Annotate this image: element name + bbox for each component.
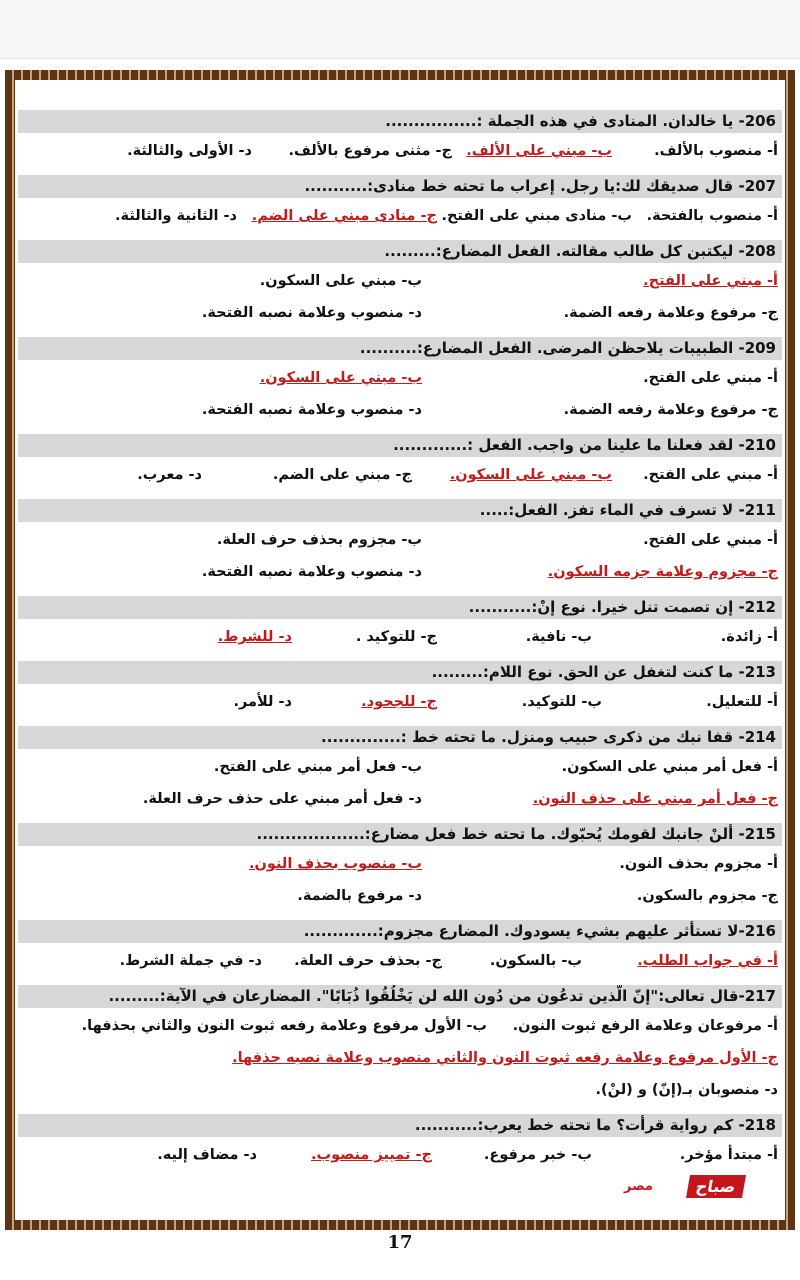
question-210: 210- لقد فعلنا ما علينا من واجب. الفعل :............. xyxy=(18,434,782,457)
option: ب- خبر مرفوع. xyxy=(483,1147,592,1163)
options-218 xyxy=(18,1143,782,1175)
option-answer: ج- مجزوم وعلامة جزمه السكون. xyxy=(547,564,778,580)
option: أ- منصوب بالفتحة. xyxy=(646,208,778,224)
option: د- الثانية والثالثة. xyxy=(115,208,237,224)
option-answer: د- للشرط. xyxy=(217,629,292,645)
option: ج- مرفوع وعلامة رفعه الضمة. xyxy=(563,402,778,418)
question-211: 211- لا تسرف في الماء تفز. الفعل:..... xyxy=(18,499,782,522)
options-208-b xyxy=(18,301,782,333)
option: د- مرفوع بالضمة. xyxy=(297,888,422,904)
options-207 xyxy=(18,204,782,236)
page-number: 17 xyxy=(387,1232,413,1253)
logo-sub-text: مصر xyxy=(624,1179,653,1194)
question-218: 218- كم رواية قرأت؟ ما تحته خط يعرب:........... xyxy=(18,1114,782,1137)
question-207: 207- قال صديقك لك:يا رجل. إعراب ما تحته خط منادى:........... xyxy=(18,175,782,198)
question-217: 217-قال تعالى:"إنّ الّذين تدعُون من دُون الله لن يَخْلُقُوا ذُبَابًا". المضارعان في الآية:......... xyxy=(18,985,782,1008)
option: د- مضاف إليه. xyxy=(157,1147,257,1163)
options-214-b xyxy=(18,787,782,819)
option: ج- مرفوع وعلامة رفعه الضمة. xyxy=(563,305,778,321)
question-212: 212- إن تصمت تنل خيرا. نوع إنْ:........... xyxy=(18,596,782,619)
options-206 xyxy=(18,139,782,171)
options-211-a xyxy=(18,528,782,560)
question-215: 215- ألنْ جانبك لقومك يُحبّوك. ما تحته خط فعل مضارع:................... xyxy=(18,823,782,846)
option-answer: ب- مبني على الألف. xyxy=(466,143,612,159)
option: ب- فعل أمر مبني على الفتح. xyxy=(213,759,422,775)
options-217-c xyxy=(18,1078,782,1110)
option: د- فعل أمر مبني على حذف حرف العلة. xyxy=(142,791,422,807)
question-216: 216-لا تستأثر عليهم بشيء يسودوك. المضارع مجزوم:............. xyxy=(18,920,782,943)
option-answer: أ- مبني على الفتح. xyxy=(643,273,778,289)
option-answer: أ- في جواب الطلب. xyxy=(637,953,778,969)
option: ج- مبني على الضم. xyxy=(272,467,412,483)
option-answer: ج- فعل أمر مبني على حذف النون. xyxy=(532,791,778,807)
option: ج- للتوكيد . xyxy=(355,629,437,645)
option: د- منصوبان بـ(إنّ) و (لنْ). xyxy=(595,1082,778,1098)
options-216 xyxy=(18,949,782,981)
option-answer: ب- مبني على السكون. xyxy=(449,467,612,483)
option: أ- فعل أمر مبني على السكون. xyxy=(561,759,778,775)
watermark-logo xyxy=(622,1172,750,1208)
option: ب- مبني على السكون. xyxy=(259,273,422,289)
option-answer: ب- مبني على السكون. xyxy=(259,370,422,386)
option: ب- منادى مبني على الفتح. xyxy=(441,208,632,224)
options-211-b xyxy=(18,560,782,592)
options-210 xyxy=(18,463,782,495)
option-answer: ج- منادى مبني على الضم. xyxy=(251,208,437,224)
options-215-a xyxy=(18,852,782,884)
option: ب- نافية. xyxy=(525,629,592,645)
option: ج- مثنى مرفوع بالألف. xyxy=(288,143,452,159)
options-217-b xyxy=(18,1046,782,1078)
option: أ- مبتدأ مؤخر. xyxy=(679,1147,778,1163)
option-answer: ب- منصوب بحذف النون. xyxy=(248,856,422,872)
option: أ- مبني على الفتح. xyxy=(643,467,778,483)
option: ج- بحذف حرف العلة. xyxy=(294,953,442,969)
option: أ- زائدة. xyxy=(720,629,778,645)
option-answer: ج- للجحود. xyxy=(361,694,437,710)
option-answer: ج- الأول مرفوع وعلامة رفعه ثبوت النون والثاني منصوب وعلامة نصبه حذفها. xyxy=(232,1050,778,1066)
options-209-a xyxy=(18,366,782,398)
option-answer: ج- تمييز منصوب. xyxy=(311,1147,432,1163)
options-213 xyxy=(18,690,782,722)
option: ب- الأول مرفوع وعلامة رفعه ثبوت النون والثاني بحذفها. xyxy=(81,1018,487,1034)
question-208: 208- ليكتبن كل طالب مقالته. الفعل المضارع:......... xyxy=(18,240,782,263)
questions-list xyxy=(18,110,782,1175)
option: أ- مبني على الفتح. xyxy=(643,532,778,548)
options-208-a xyxy=(18,269,782,301)
option: ب- للتوكيد. xyxy=(521,694,602,710)
logo-main-text: صباح xyxy=(686,1175,746,1198)
question-214: 214- قفا نبك من ذكرى حبيب ومنزل. ما تحته خط :.............. xyxy=(18,726,782,749)
option: أ- مرفوعان وعلامة الرفع ثبوت النون. xyxy=(512,1018,778,1034)
option: د- للأمر. xyxy=(233,694,292,710)
question-209: 209- الطبيبات يلاحظن المرضى. الفعل المضارع:.......... xyxy=(18,337,782,360)
question-206: 206- يا خالدان. المنادى في هذه الجملة :................ xyxy=(18,110,782,133)
question-213: 213- ما كنت لتغفل عن الحق. نوع اللام:......... xyxy=(18,661,782,684)
option: د- في جملة الشرط. xyxy=(119,953,262,969)
option: ب- مجزوم بحذف حرف العلة. xyxy=(216,532,422,548)
option: أ- مجزوم بحذف النون. xyxy=(619,856,778,872)
options-209-b xyxy=(18,398,782,430)
option: ب- بالسكون. xyxy=(489,953,582,969)
options-215-b xyxy=(18,884,782,916)
option: ج- مجزوم بالسكون. xyxy=(636,888,778,904)
options-212 xyxy=(18,625,782,657)
option: أ- مبني على الفتح. xyxy=(643,370,778,386)
options-217-a xyxy=(18,1014,782,1046)
top-strip xyxy=(0,0,800,59)
option: أ- منصوب بالألف. xyxy=(654,143,778,159)
options-214-a xyxy=(18,755,782,787)
option: د- الأولى والثالثة. xyxy=(127,143,252,159)
option: د- منصوب وعلامة نصبه الفتحة. xyxy=(201,305,422,321)
option: د- منصوب وعلامة نصبه الفتحة. xyxy=(201,564,422,580)
option: أ- للتعليل. xyxy=(706,694,778,710)
option: د- منصوب وعلامة نصبه الفتحة. xyxy=(201,402,422,418)
option: د- معرب. xyxy=(137,467,202,483)
